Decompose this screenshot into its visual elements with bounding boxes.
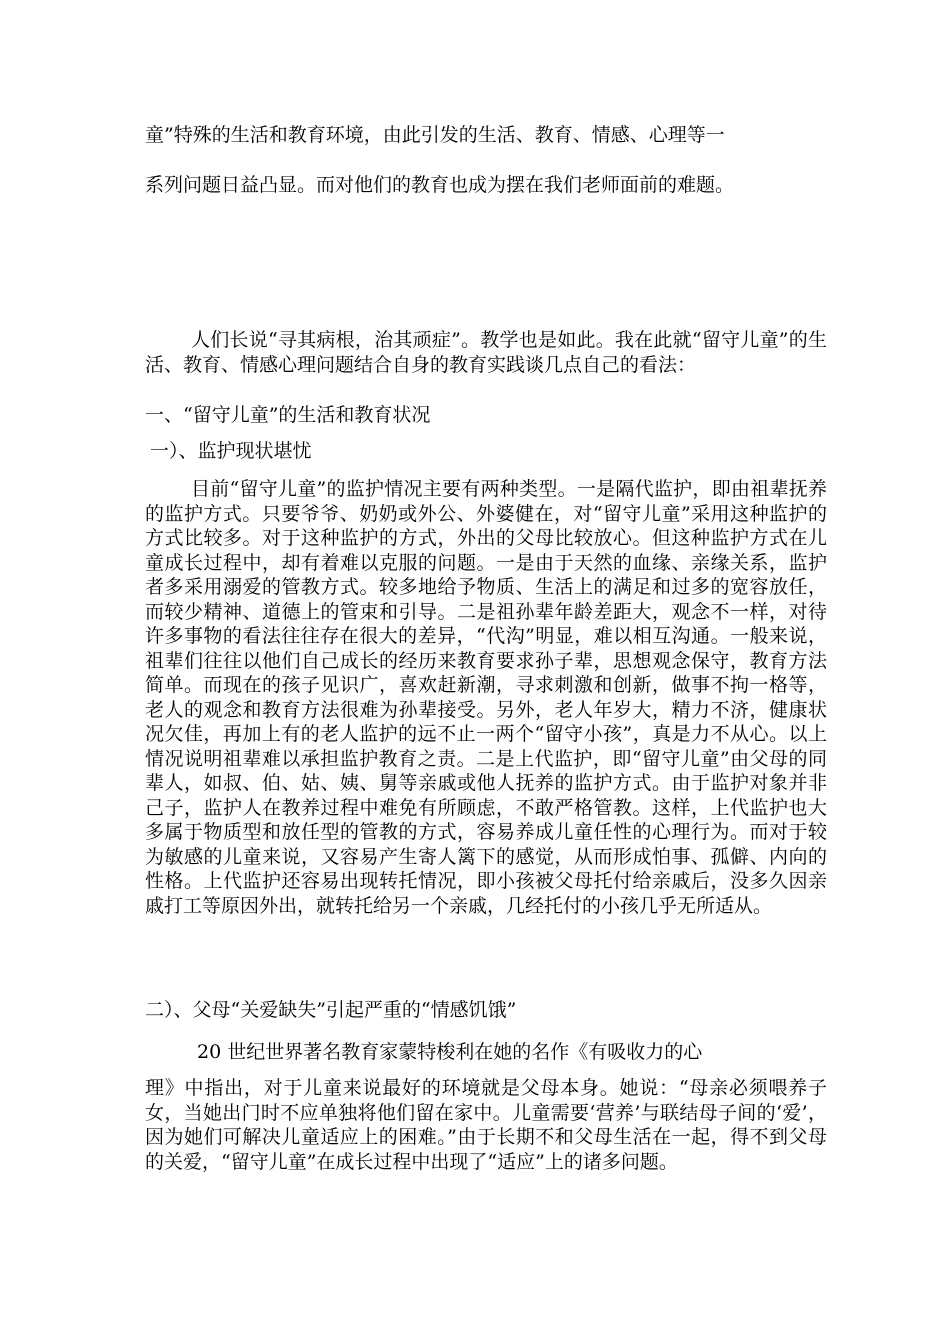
subsection-heading-2: 二）、父母“关爱缺失”引起严重的“情感饥饿” <box>145 999 517 1021</box>
section-heading-1: 一、“留守儿童”的生活和教育状况 <box>145 404 431 426</box>
intro-line-2: 系列问题日益凸显。而对他们的教育也成为摆在我们老师面前的难题。 <box>145 174 735 196</box>
paragraph-montessori-first-line: 20 世纪世界著名教育家蒙特梭利在她的名作《有吸收力的心 <box>197 1041 703 1063</box>
paragraph-montessori: 理》中指出，对于儿童来说最好的环境就是父母本身。她说：“母亲必须喂养子女，当她出门时不应单独将他们留在家中。儿童需要‘营养’与联结母子间的‘爱’，因为她们可解决儿童适应上的困难。”由于长期不和父母生活在一起，得不到父母的关爱，“留守儿童”在成长过程中出现了“适应”上的诸多问题。 <box>145 1077 827 1173</box>
paragraph-guardianship: 目前“留守儿童”的监护情况主要有两种类型。一是隔代监护，即由祖辈抚养的监护方式。只要爷爷、奶奶或外公、外婆健在，对“留守儿童”采用这种监护的方式比较多。对于这种监护的方式，外出的父母比较放心。但这种监护方式在儿童成长过程中，却有着难以克服的问题。一是由于天然的血缘、亲缘关系，监护者多采用溺爱的管教方式。较多地给予物质、生活上的满足和过多的宽容放任，而较少精神、道德上的管束和引导。二是祖孙辈年龄差距大，观念不一样，对待许多事物的看法往往存在很大的差异，“代沟”明显，难以相互沟通。一般来说，祖辈们往往以他们自己成长的经历来教育要求孙子辈，思想观念保守，教育方法简单。而现在的孩子见识广，喜欢赶新潮，寻求刺激和创新，做事不拘一格等，老人的观念和教育方法很难为孙辈接受。另外，老人年岁大，精力不济，健康状况欠佳，再加上有的老人监护的远不止一两个“留守小孩”，真是力不从心。以上情况说明祖辈难以承担监护教育之责。二是上代监护，即“留守儿童”由父母的同辈人，如叔、伯、姑、姨、舅等亲戚或他人抚养的监护方式。由于监护对象并非己子，监护人在教养过程中难免有所顾虑，不敢严格管教。这样，上代监护也大多属于物质型和放任型的管教的方式，容易养成儿童任性的心理行为。而对于较为敏感的儿童来说，又容易产生寄人篱下的感觉，从而形成怕事、孤僻、内向的性格。上代监护还容易出现转托情况，即小孩被父母托付给亲戚后，没多久因亲戚打工等原因外出，就转托给另一个亲戚，几经托付的小孩几乎无所适从。 <box>145 478 827 917</box>
subsection-heading-1: 一）、监护现状堪忧 <box>150 440 312 462</box>
paragraph-intro: 人们长说“寻其病根，治其顽症”。教学也是如此。我在此就“留守儿童”的生活、教育、情感心理问题结合自身的教育实践谈几点自己的看法： <box>145 329 827 376</box>
intro-line-1: 童”特殊的生活和教育环境，由此引发的生活、教育、情感、心理等一 <box>145 124 725 146</box>
